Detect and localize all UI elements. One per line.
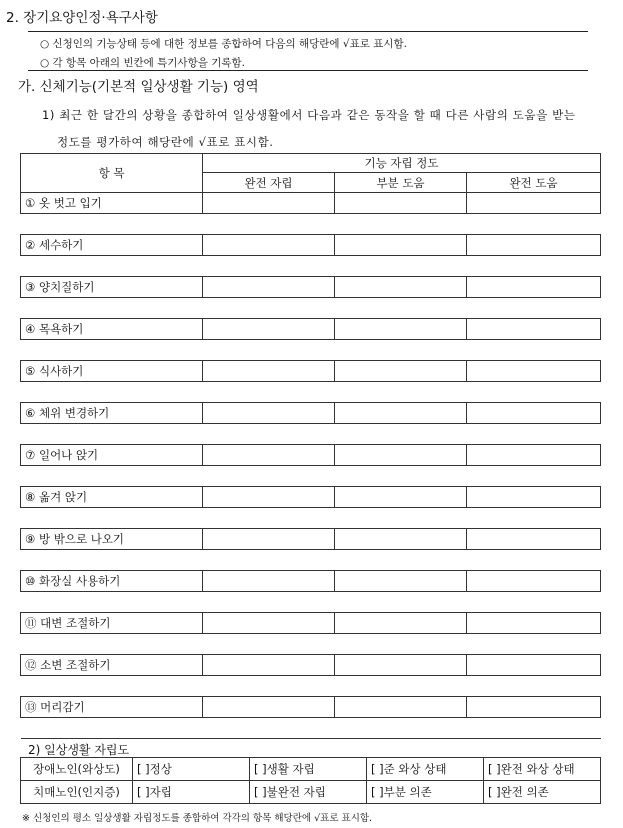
notes-divider	[28, 70, 588, 71]
check-cell-full-help[interactable]	[467, 319, 601, 340]
note-row	[21, 676, 601, 697]
check-cell-full-independence[interactable]	[203, 697, 335, 718]
col-header-full-independence: 완전 자립	[203, 173, 335, 193]
option-fully-bedridden[interactable]: [ ]완전 와상 상태	[484, 758, 601, 781]
check-cell-partial-help[interactable]	[335, 571, 467, 592]
check-cell-full-independence[interactable]	[203, 193, 335, 214]
check-cell-full-independence[interactable]	[203, 277, 335, 298]
note-row	[21, 592, 601, 613]
row-label-dementia-elderly: 치매노인(인지증)	[21, 781, 133, 804]
item-label: ⑧ 옮겨 앉기	[21, 487, 203, 508]
item-label: ⑥ 체위 변경하기	[21, 403, 203, 424]
item-label: ⑨ 방 밖으로 나오기	[21, 529, 203, 550]
table-row	[21, 193, 601, 214]
check-cell-full-help[interactable]	[467, 235, 601, 256]
check-cell-full-help[interactable]	[467, 277, 601, 298]
table-row	[21, 319, 601, 340]
option-partial-dependent[interactable]: [ ]부분 의존	[367, 781, 484, 804]
table-row	[21, 235, 601, 256]
note-2: ○ 각 항목 아래의 빈칸에 특기사항을 기록함.	[40, 57, 245, 69]
check-cell-partial-help[interactable]	[335, 487, 467, 508]
check-cell-full-independence[interactable]	[203, 319, 335, 340]
option-normal[interactable]: [ ]정상	[133, 758, 250, 781]
check-cell-full-help[interactable]	[467, 445, 601, 466]
instruction-line-1: 1) 최근 한 달간의 상황을 종합하여 일상생활에서 다음과 같은 동작을 할 때 다른 사람의 도움을 받는	[42, 108, 576, 122]
special-note-cell[interactable]	[21, 508, 601, 529]
option-life-independent[interactable]: [ ]생활 자립	[250, 758, 367, 781]
special-note-cell[interactable]	[21, 340, 601, 361]
check-cell-full-independence[interactable]	[203, 487, 335, 508]
item-label: ③ 양치질하기	[21, 277, 203, 298]
independence-row	[21, 758, 601, 781]
note-1: ○ 신청인의 기능상태 등에 대한 정보를 종합하여 다음의 해당란에 √표로 표시함.	[40, 38, 407, 50]
row-label-disabled-elderly: 장애노인(와상도)	[21, 758, 133, 781]
check-cell-partial-help[interactable]	[335, 613, 467, 634]
note-row	[21, 634, 601, 655]
check-cell-full-independence[interactable]	[203, 529, 335, 550]
check-cell-partial-help[interactable]	[335, 319, 467, 340]
note-row	[21, 424, 601, 445]
table-row	[21, 697, 601, 718]
col-header-partial-help: 부분 도움	[335, 173, 467, 193]
check-cell-partial-help[interactable]	[335, 403, 467, 424]
item-label: ⑤ 식사하기	[21, 361, 203, 382]
adl-table	[20, 153, 601, 739]
item-label: ⑩ 화장실 사용하기	[21, 571, 203, 592]
instruction-line-2: 정도를 평가하여 해당란에 √표로 표시함.	[57, 135, 274, 149]
group-header: 기능 자립 정도	[203, 154, 601, 173]
note-row	[21, 382, 601, 403]
option-independent[interactable]: [ ]자립	[133, 781, 250, 804]
section-title: 2. 장기요양인정·욕구사항	[6, 10, 158, 26]
option-incomplete-independent[interactable]: [ ]불완전 자립	[250, 781, 367, 804]
check-cell-full-independence[interactable]	[203, 655, 335, 676]
footnote: ※ 신청인의 평소 일상생활 자립정도를 종합하여 각각의 항목 해당란에 √표로 표시함.	[22, 813, 373, 824]
check-cell-partial-help[interactable]	[335, 655, 467, 676]
special-note-cell[interactable]	[21, 298, 601, 319]
special-note-cell[interactable]	[21, 214, 601, 235]
option-fully-dependent[interactable]: [ ]완전 의존	[484, 781, 601, 804]
table-row	[21, 529, 601, 550]
item-label: ⑦ 일어나 앉기	[21, 445, 203, 466]
item-label: ⑬ 머리감기	[21, 697, 203, 718]
col-header-full-help: 완전 도움	[467, 173, 601, 193]
check-cell-full-independence[interactable]	[203, 403, 335, 424]
special-note-cell[interactable]	[21, 256, 601, 277]
table-row	[21, 445, 601, 466]
item-label: ① 옷 벗고 입기	[21, 193, 203, 214]
subsection-title: 가. 신체기능(기본적 일상생활 기능) 영역	[18, 79, 259, 95]
table-row	[21, 277, 601, 298]
item-label: ② 세수하기	[21, 235, 203, 256]
item-header: 항 목	[21, 154, 203, 193]
special-note-cell[interactable]	[21, 634, 601, 655]
check-cell-full-independence[interactable]	[203, 613, 335, 634]
check-cell-partial-help[interactable]	[335, 193, 467, 214]
check-cell-full-help[interactable]	[467, 529, 601, 550]
check-cell-full-help[interactable]	[467, 697, 601, 718]
option-semi-bedridden[interactable]: [ ]준 와상 상태	[367, 758, 484, 781]
check-cell-partial-help[interactable]	[335, 697, 467, 718]
check-cell-partial-help[interactable]	[335, 235, 467, 256]
check-cell-full-help[interactable]	[467, 571, 601, 592]
check-cell-full-help[interactable]	[467, 487, 601, 508]
check-cell-full-help[interactable]	[467, 613, 601, 634]
independence-title: 2) 일상생활 자립도	[28, 743, 130, 757]
check-cell-partial-help[interactable]	[335, 445, 467, 466]
table-row	[21, 403, 601, 424]
note-row	[21, 718, 601, 739]
independence-row	[21, 781, 601, 804]
special-note-cell[interactable]	[21, 592, 601, 613]
check-cell-partial-help[interactable]	[335, 529, 467, 550]
check-cell-full-help[interactable]	[467, 193, 601, 214]
check-cell-full-independence[interactable]	[203, 445, 335, 466]
section-divider	[28, 31, 588, 32]
check-cell-full-independence[interactable]	[203, 235, 335, 256]
special-note-cell[interactable]	[21, 676, 601, 697]
table-row	[21, 487, 601, 508]
check-cell-full-help[interactable]	[467, 361, 601, 382]
check-cell-full-help[interactable]	[467, 655, 601, 676]
note-row	[21, 214, 601, 235]
table-row	[21, 571, 601, 592]
special-note-cell[interactable]	[21, 382, 601, 403]
note-row	[21, 466, 601, 487]
independence-table	[20, 757, 601, 804]
note-row	[21, 256, 601, 277]
check-cell-full-help[interactable]	[467, 403, 601, 424]
item-label: ④ 목욕하기	[21, 319, 203, 340]
note-row	[21, 340, 601, 361]
check-cell-full-independence[interactable]	[203, 361, 335, 382]
table-row	[21, 655, 601, 676]
special-note-cell[interactable]	[21, 466, 601, 487]
note-row	[21, 508, 601, 529]
check-cell-partial-help[interactable]	[335, 361, 467, 382]
special-note-cell[interactable]	[21, 718, 601, 739]
special-note-cell[interactable]	[21, 550, 601, 571]
table-row	[21, 361, 601, 382]
table-row	[21, 613, 601, 634]
item-label: ⑪ 대변 조절하기	[21, 613, 203, 634]
note-row	[21, 298, 601, 319]
special-note-cell[interactable]	[21, 424, 601, 445]
check-cell-partial-help[interactable]	[335, 277, 467, 298]
note-row	[21, 550, 601, 571]
item-label: ⑫ 소변 조절하기	[21, 655, 203, 676]
check-cell-full-independence[interactable]	[203, 571, 335, 592]
